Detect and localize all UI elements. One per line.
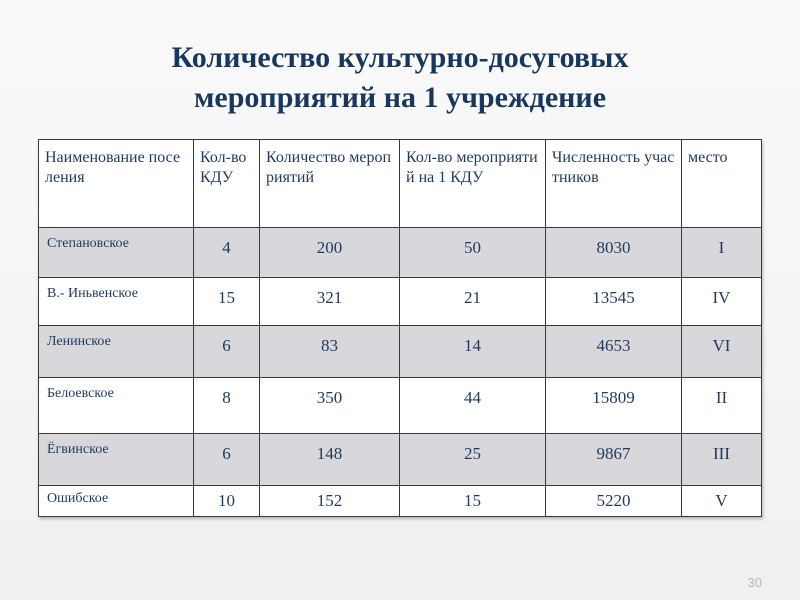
title-line-1: Количество культурно-досуговых: [171, 41, 629, 74]
data-table: [38, 139, 762, 517]
table-row: [39, 434, 762, 486]
header-settlement: Наименование поселения: [39, 140, 194, 228]
cell-name: Белоевское: [39, 378, 194, 434]
cell-kdu: 10: [194, 486, 260, 517]
cell-participants: 4653: [546, 326, 682, 378]
cell-name: Ёгвинское: [39, 434, 194, 486]
table-row: [39, 486, 762, 517]
cell-events: 152: [260, 486, 400, 517]
cell-kdu: 15: [194, 278, 260, 326]
table-row: [39, 278, 762, 326]
cell-place: II: [682, 378, 762, 434]
cell-place: VI: [682, 326, 762, 378]
cell-kdu: 6: [194, 326, 260, 378]
cell-per-kdu: 15: [400, 486, 546, 517]
cell-events: 321: [260, 278, 400, 326]
cell-name: Ошибское: [39, 486, 194, 517]
cell-per-kdu: 50: [400, 228, 546, 278]
cell-name: Ленинское: [39, 326, 194, 378]
cell-place: V: [682, 486, 762, 517]
page-number: 30: [747, 575, 762, 590]
cell-kdu: 6: [194, 434, 260, 486]
title-line-2: мероприятий на 1 учреждение: [193, 81, 607, 114]
cell-participants: 15809: [546, 378, 682, 434]
cell-per-kdu: 14: [400, 326, 546, 378]
header-place: место: [682, 140, 762, 228]
cell-place: III: [682, 434, 762, 486]
cell-events: 83: [260, 326, 400, 378]
slide-title: [60, 38, 740, 118]
cell-participants: 13545: [546, 278, 682, 326]
cell-name: Степановское: [39, 228, 194, 278]
cell-kdu: 4: [194, 228, 260, 278]
header-participants: Численность участников: [546, 140, 682, 228]
table-row: [39, 228, 762, 278]
cell-participants: 5220: [546, 486, 682, 517]
cell-events: 350: [260, 378, 400, 434]
header-events-count: Количество мероприятий: [260, 140, 400, 228]
table-header-row: [39, 140, 762, 228]
cell-events: 200: [260, 228, 400, 278]
table-row: [39, 378, 762, 434]
cell-name: В.- Иньвенское: [39, 278, 194, 326]
header-kdu-count: Кол-во КДУ: [194, 140, 260, 228]
cell-events: 148: [260, 434, 400, 486]
cell-kdu: 8: [194, 378, 260, 434]
cell-place: IV: [682, 278, 762, 326]
cell-participants: 9867: [546, 434, 682, 486]
cell-per-kdu: 21: [400, 278, 546, 326]
cell-per-kdu: 44: [400, 378, 546, 434]
header-events-per-kdu: Кол-во мероприятий на 1 КДУ: [400, 140, 546, 228]
table-row: [39, 326, 762, 378]
cell-place: I: [682, 228, 762, 278]
cell-participants: 8030: [546, 228, 682, 278]
cell-per-kdu: 25: [400, 434, 546, 486]
